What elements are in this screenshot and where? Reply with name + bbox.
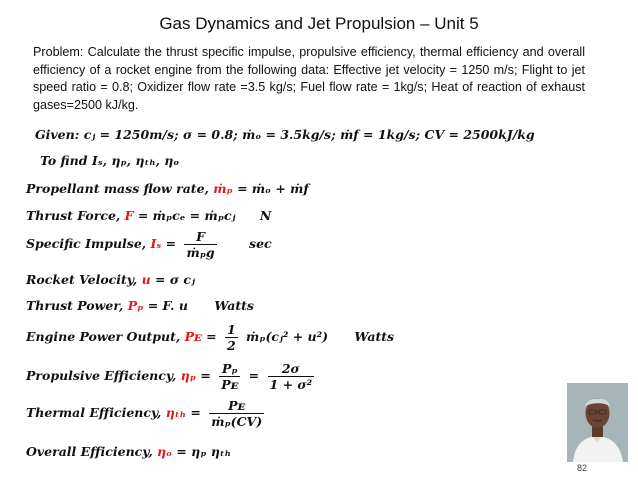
- propulsive-denominator-1: Pᴇ: [221, 377, 239, 392]
- overall-rhs: = ηₚ ηₜₕ: [176, 444, 232, 459]
- thrust-power-equation: [26, 298, 254, 313]
- impulse-symbol: Iₛ: [150, 236, 162, 251]
- impulse-denominator: ṁₚg: [186, 245, 215, 260]
- thermal-numerator: Pᴇ: [209, 398, 264, 414]
- engine-power-label: Engine Power Output,: [26, 329, 181, 344]
- velocity-rhs: = σ cⱼ: [155, 272, 195, 287]
- propulsive-fraction-1: [219, 361, 240, 392]
- propulsive-equation: Propulsive Efficiency, ηₚ = $\frac{\text{Pₚ}}{\text{Pᴇ}}$ = $\frac{2\sigma}{\text{1 + σ²}}$: [26, 361, 313, 392]
- impulse-equation: Specific Impulse, Iₛ = $\frac{F}{\text{ṁₚg}}$ sec: [26, 229, 272, 260]
- impulse-numerator: F: [184, 229, 216, 245]
- author-portrait-icon: [567, 383, 628, 462]
- problem-statement: Problem: Calculate the thrust specific impulse, propulsive efficiency, thermal efficiency and overall efficiency of a rocket engine from the following data: Effective jet velocity = 1250 m/s; Flight to jet speed ratio = 0.8; Oxidizer flow rate =3.5 kg/s; Fuel flow rate = 1kg/s; Heat of reaction of exhaust gases=2500 kJ/kg.: [33, 45, 585, 112]
- overall-symbol: ηₒ: [157, 444, 172, 459]
- slide-title: Gas Dynamics and Jet Propulsion – Unit 5: [159, 14, 479, 33]
- propulsive-numerator-2: 2σ: [268, 361, 315, 377]
- engine-power-rhs: ṁₚ(cⱼ² + u²): [246, 329, 329, 344]
- propulsive-symbol: ηₚ: [180, 368, 196, 383]
- thermal-symbol: ηₜₕ: [165, 405, 187, 420]
- page-number: 82: [576, 463, 587, 473]
- propellant-symbol: ṁₚ: [213, 181, 233, 196]
- thrust-equation: [26, 208, 271, 223]
- impulse-label: Specific Impulse,: [26, 236, 147, 251]
- to-find-line: [40, 153, 179, 168]
- overall-equation: [26, 444, 231, 459]
- thrust-power-rhs: = F. u: [147, 298, 188, 313]
- thermal-label: Thermal Efficiency,: [26, 405, 162, 420]
- thrust-unit: N: [259, 208, 272, 223]
- to-find-label: To find: [40, 153, 88, 168]
- propellant-rhs: = ṁₒ + ṁf: [237, 181, 309, 196]
- engine-power-fraction: [225, 322, 238, 353]
- thermal-denominator: ṁₚ(CV): [211, 414, 263, 429]
- velocity-equation: [26, 272, 195, 287]
- propellant-label: Propellant mass flow rate,: [26, 181, 209, 196]
- velocity-label: Rocket Velocity,: [26, 272, 138, 287]
- overall-label: Overall Efficiency,: [26, 444, 153, 459]
- engine-power-denominator: 2: [226, 338, 236, 353]
- given-line: [35, 127, 535, 142]
- impulse-unit: sec: [249, 236, 272, 251]
- propulsive-numerator-1: Pₚ: [219, 361, 240, 377]
- impulse-fraction: [184, 229, 216, 260]
- propulsive-label: Propulsive Efficiency,: [26, 368, 177, 383]
- thrust-rhs: = ṁₚcₑ = ṁₚcⱼ: [137, 208, 236, 223]
- to-find-values: Iₛ, ηₚ, ηₜₕ, ηₒ: [91, 153, 180, 168]
- propulsive-fraction-2: [268, 361, 315, 392]
- thrust-power-unit: Watts: [214, 298, 254, 313]
- engine-power-unit: Watts: [354, 329, 395, 344]
- thrust-symbol: F: [124, 208, 134, 223]
- thrust-label: Thrust Force,: [26, 208, 121, 223]
- given-values: cⱼ = 1250m/s; σ = 0.8; ṁₒ = 3.5kg/s; ṁf = 1kg/s; CV = 2500kJ/kg: [83, 127, 535, 142]
- engine-power-numerator: 1: [226, 322, 236, 337]
- velocity-symbol: u: [141, 272, 151, 287]
- propulsive-denominator-2: 1 + σ²: [269, 377, 313, 392]
- thermal-fraction: [209, 398, 264, 429]
- engine-power-symbol: Pᴇ: [184, 329, 202, 344]
- thrust-power-symbol: Pₚ: [127, 298, 144, 313]
- thrust-power-label: Thrust Power,: [26, 298, 124, 313]
- engine-power-equation: Engine Power Output, Pᴇ = $\frac{1}{2}$ ṁₚ(cⱼ² + u²) Watts: [26, 322, 395, 353]
- propellant-equation: [26, 181, 309, 196]
- thermal-equation: Thermal Efficiency, ηₜₕ = $\frac{\text{Pᴇ}}{\text{ṁₚ(CV)}}$: [26, 398, 263, 429]
- given-label: Given:: [35, 127, 80, 142]
- author-photo: [567, 383, 628, 462]
